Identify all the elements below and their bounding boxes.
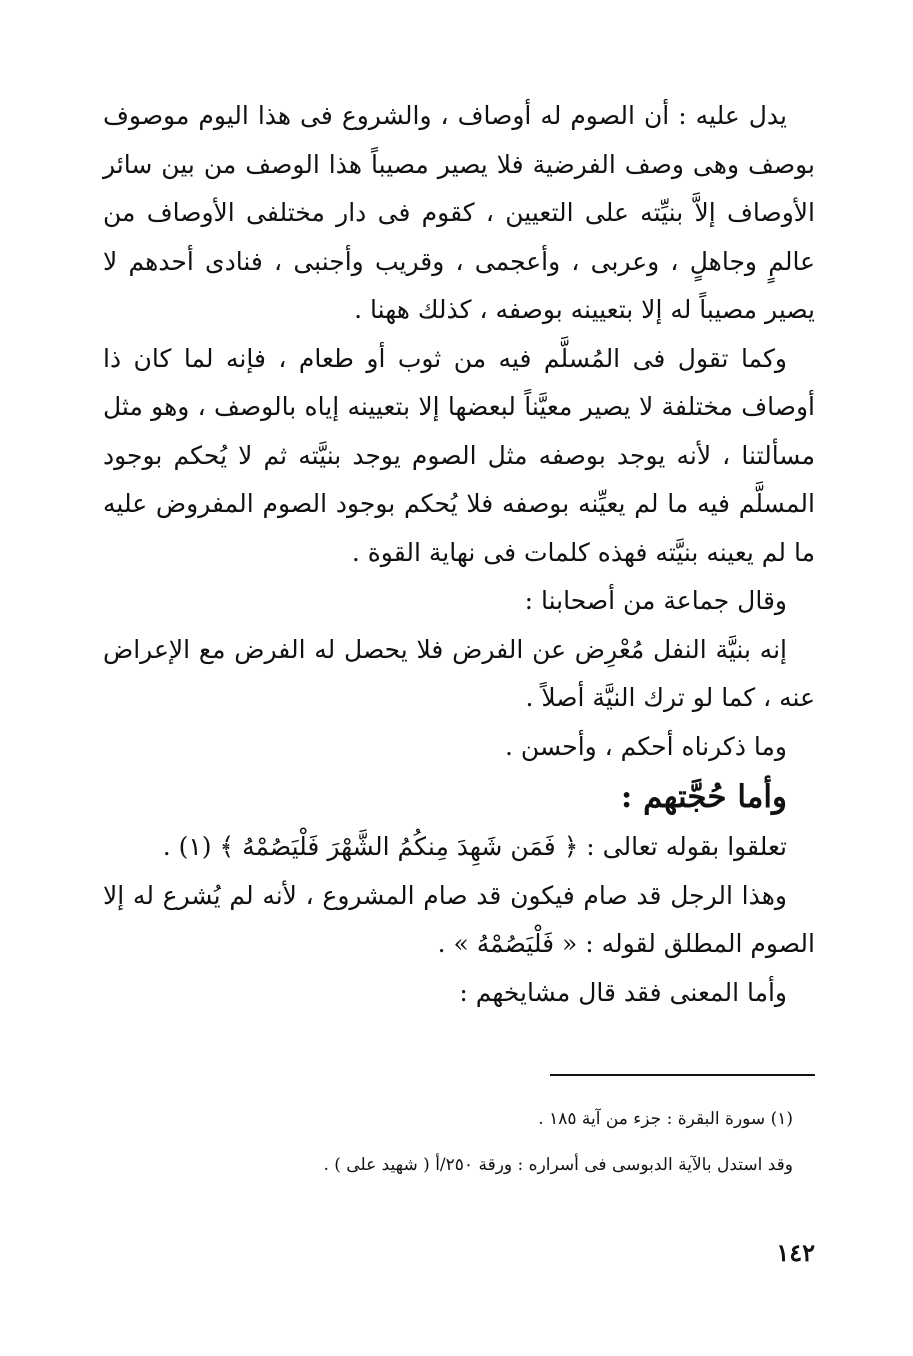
paragraph-3: وقال جماعة من أصحابنا : [524,586,787,615]
page-number: ١٤٢ [776,1238,815,1267]
footnote-2: وقد استدل بالآية الدبوسى فى أسراره : ورقة ٢٥٠/أ ( شهيد على ) . [323,1155,793,1175]
paragraph-7: وهذا الرجل قد صام فيكون قد صام المشروع ، لأنه لم يُشرع له إلا الصوم المطلق لقوله : « فَلْيَصُمْهُ » . [103,880,815,958]
paragraph-5: وما ذكرناه أحكم ، وأحسن . [505,731,787,761]
footnote-separator [550,1074,815,1076]
body-text [103,92,815,1017]
footnote-1: (١) سورة البقرة : جزء من آية ١٨٥ . [538,1109,793,1129]
paragraph-6: تعلقوا بقوله تعالى : ﴿ فَمَن شَهِدَ مِنكُمُ الشَّهْرَ فَلْيَصُمْهُ ﴾ (١) . [162,832,787,861]
paragraph-4: إنه بنيَّة النفل مُعْرِض عن الفرض فلا يحصل له الفرض مع الإعراض عنه ، كما لو ترك النيَّة أصلاً . [103,634,815,712]
paragraph-2: وكما تقول فى المُسلَّم فيه من ثوب أو طعام ، فإنه لما كان ذا أوصاف مختلفة لا يصير معيَّناً لبعضها إلا بتعيينه إياه بالوصف ، وهو مثل مسألتنا ، لأنه يوجد بوصفه مثل الصوم يوجد بنيَّته ثم لا يُحكم بوجود المسلَّم فيه ما لم يعيِّنه بوصفه فلا يُحكم بوجود الصوم المفروض عليه ما لم يعينه بنيَّته فهذه كلمات فى نهاية القوة . [103,343,815,567]
paragraph-8: وأما المعنى فقد قال مشايخهم : [459,977,787,1007]
paragraph-1: يدل عليه : أن الصوم له أوصاف ، والشروع فى هذا اليوم موصوف بوصف وهى وصف الفرضية فلا يصير مصيباً هذا الوصف من بين سائر الأوصاف إلاَّ بنيِّته على التعيين ، كقوم فى دار مختلفى الأوصاف من عالمٍ وجاهلٍ ، وعربى ، وأعجمى ، وقريب وأجنبى ، فنادى أحدهم لا يصير مصيباً له إلا بتعيينه بوصفه ، كذلك ههنا . [103,101,815,324]
footnotes [103,1096,793,1188]
section-heading: وأما حُجَّتهم : [620,779,787,815]
